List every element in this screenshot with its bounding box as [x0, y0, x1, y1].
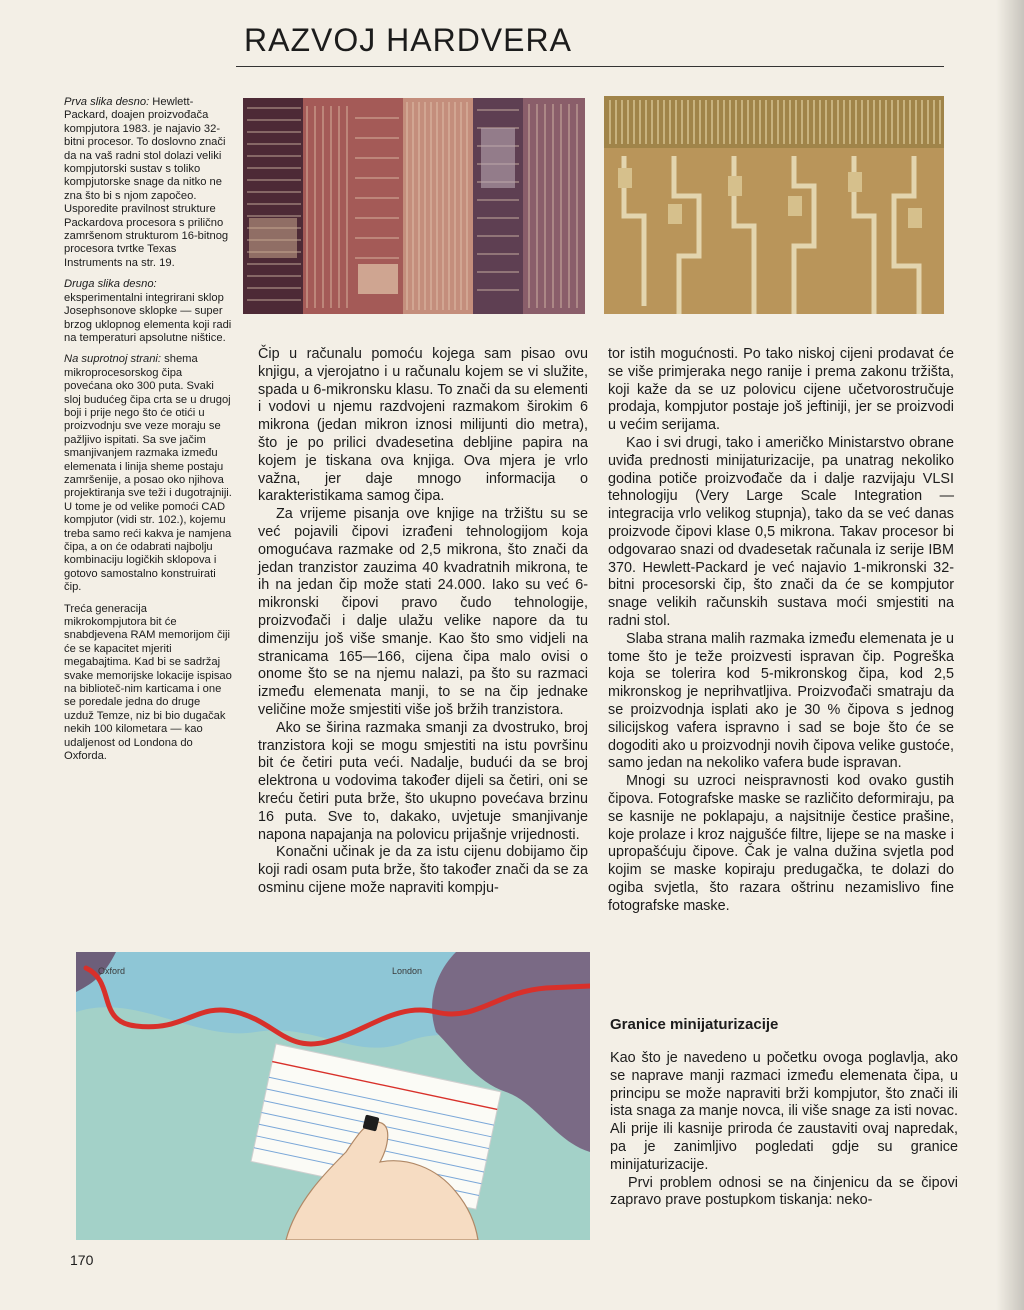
caption-text: Hewlett-Packard, doajen proizvođača kompjutora 1983. je najavio 32-bitni procesor. To doslovno znači da na vaš radni stol dolazi veliki kompjutorski sustav s toliko kompjutorske snage da nitko ne zna što bi s njom započeo. Usporedite pravilnost strukture Packardova procesora s prilično zamršenom strukturom 16-bitnog procesora tvrtke Texas Instruments na str. 19.: [64, 96, 229, 269]
body-paragraph: Mnogi su uzroci neispravnosti kod ovako gustih čipova. Fotografske maske se različito deformiraju, pa se kasnije ne poklapaju, a najsitnije čestice prašine, koje prolaze i kroz najgušće filtre, lijepe se na maske i upropašćuju čipove. Čak je valna dužina svjetla pod kojim se maske kopiraju predugačka, te dolazi do ogiba svjetla, što razara oštrinu nezamislivo fine fotografske maske.: [608, 773, 954, 914]
body-paragraph: tor istih mogućnosti. Po tako niskoj cijeni prodavat će se više primjeraka nego ranije i prema zakonu tržišta, koji kaže da se uz polovicu cijene učetvorostručuje prodaja, kompjutor postaje još jeftiniji, jer se proizvodi u većim serijama.: [608, 346, 954, 434]
page-title: RAZVOJ HARDVERA: [244, 22, 572, 58]
page-number: 170: [70, 1252, 94, 1268]
thames-map-illustration: [76, 952, 590, 1240]
caption-3: [64, 353, 232, 594]
josephson-circuit-photo: [604, 96, 944, 314]
body-paragraph: Konačni učinak je da za istu cijenu dobijamo čip koji radi osam puta brže, što također znači da se za osminu cijene može napraviti kompju-: [258, 844, 588, 896]
body-paragraph: Prvi problem odnosi se na činjenicu da se čipovi zapravo prave postupkom tiskanja: neko-: [610, 1174, 958, 1209]
body-column-right: [608, 346, 954, 916]
body-paragraph: Slaba strana malih razmaka između elemenata je u tome što je teže proizvesti ispravan čip. Pogreška koja se tolerira kod 5-mikronskog čipa, kod 2,5 mikronskog je neprihvatljiva. Proizvođači smatraju da se proizvodnja isplati ako je 30 % čipova s jednog silicijskog vafera ispravno i sad se boje što će se dogoditi ako u proizvodnji novih čipova velike gustoće, samo jedan na nekoliko vafera bude ispravan.: [608, 630, 954, 772]
caption-lead: Prva slika desno:: [64, 96, 150, 108]
caption-4: [64, 603, 232, 764]
caption-text: eksperimentalni integrirani sklop Josephsonove sklopke — super brzog uklopnog elementa koji radi na temperaturi apsolutne ništice.: [64, 291, 232, 344]
caption-1: [64, 96, 232, 270]
caption-2: [64, 278, 232, 345]
body-paragraph: Za vrijeme pisanja ove knjige na tržištu su se već pojavili čipovi izrađeni tehnologijom koja omogućava razmake od 2,5 mikrona, što znači da jedan tranzistor zauzima 40 kvadratnih mikrona, te ih na jedan čip može stati 24.000. Iako su već 6-mikronski čipovi pravo čudo tehnologije, proizvođači i dalje ulažu velike napore da tu dimenziju još više smanje. Kao što smo vidjeli na stranicama 165—166, cijena čipa malo ovisi o onome što se na njemu nalazi, pa što su razmaci između elemenata manji, to se na čip jednake veličine može smjestiti više još bržih tranzistora.: [258, 506, 588, 718]
body-column-right-section: [610, 1050, 958, 1210]
caption-lead: Na suprotnoj strani:: [64, 353, 162, 366]
body-paragraph: Čip u računalu pomoću kojega sam pisao ovu knjigu, a vjerojatno i u računalu kojem se vi služite, spada u 6-mikronsku klasu. To znači da su elementi i vodovi u njemu razdvojeni razmakom širokim 6 mikrona (jedan mikron iznosi milijunti dio metra), što je po prilici dvadesetina debljine papira na kojem je tiskana ova knjiga. Ova mjera je vrlo važna, jer daje mnogo informacija o karakteristikama samog čipa.: [258, 346, 588, 505]
body-column-middle: [258, 346, 588, 898]
sidebar-captions: [64, 96, 232, 772]
body-paragraph: Kao i svi drugi, tako i američko Ministarstvo obrane uviđa prednosti minijaturizacije, pa unatrag nekoliko godina potiče proizvođače da i dalje razvijaju VLSI tehnologiju (Very Large Scale Integration — integracija vrlo velikog stupnja), tako da se već danas proizvode čipovi klase 0,5 mikrona. Takav procesor bi odgovarao snazi od dvadesetak računala iz serije IBM 370. Hewlett-Packard je već najavio 1-mikronski 32-bitni procesorski čip, što znači da će se kompjutor snage velikih računskih sustava moći smjestiti na radni stol.: [608, 434, 954, 629]
body-paragraph: Kao što je navedeno u početku ovoga poglavlja, ako se naprave manji razmaci između elemenata čipa, u principu se može napraviti brži kompjutor, što znači ili ista snaga za manje novca, ili više snage za isti novac. Ali prije ili kasnije priroda će zaustaviti ovaj napredak, pa je zanimljivo pogledati gdje su granice minijaturizacije.: [610, 1050, 958, 1173]
section-heading: Granice minijaturizacije: [610, 1016, 779, 1033]
body-paragraph: Ako se širina razmaka smanji za dvostruko, broj tranzistora koji se mogu smjestiti na istu površinu bit će četiri puta veći. Nadalje, budući da se broj elektrona u vodovima također dijeli sa četiri, oni se kreću četiri puta brže, što ukupno povećava brzinu 16 puta. Sve to, dakako, uvjetuje smanjivanje napona napajanja na polovicu prijašnje vrijednosti.: [258, 719, 588, 843]
map-label-london: London: [392, 966, 423, 976]
caption-text: shema mikroprocesorskog čipa povećana oko 300 puta. Svaki sloj budućeg čipa crta se u drugoj boji i prije nego što će otići u proizvodnju sve veze moraju se pažljivo ispitati. Sa sve jačim smanjivanjem razmaka između elemenata i linija sheme postaju zamršenije, a posao oko njihova projektiranja sve teži i dugotrajniji. U tome je od velike pomoći CAD kompjutor (vidi str. 102.), kojemu treba samo reći kakva je namjena čipa, a on će odabrati najbolju kombinaciju logičkih sklopova i gotovo samostalno konstruirati čip.: [64, 353, 232, 594]
map-label-oxford: Oxford: [98, 966, 126, 976]
caption-text: Treća generacija mikrokompjutora bit će snabdjevena RAM memorijom čiji će se kapacitet mjeriti megabajtima. Kad bi se sadržaj svake memorijske lokacije ispisao na biblioteč-nim karticama i one se poredale jedna do druge uzduž Temze, niz bi bio dugačak nekih 100 kilometara — kao udaljenost od Londona do Oxforda.: [64, 602, 232, 763]
processor-micrograph-photo: [243, 98, 585, 314]
header-rule: [236, 66, 944, 67]
page-edge-shadow: [996, 0, 1024, 1310]
caption-lead: Druga slika desno:: [64, 278, 157, 291]
